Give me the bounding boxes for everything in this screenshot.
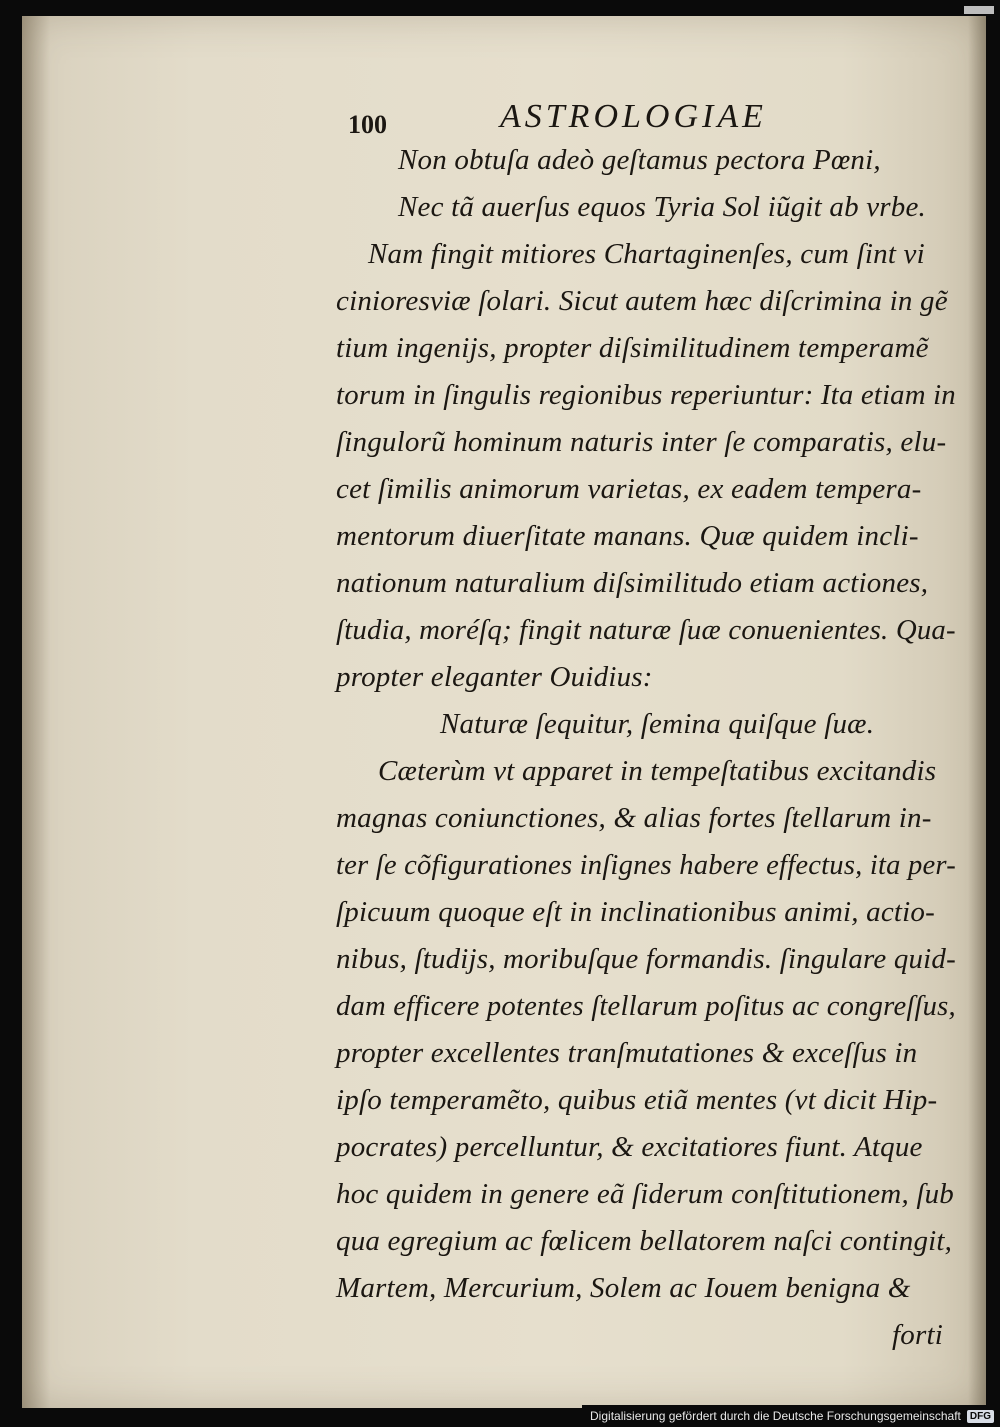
text-line: Cæterùm vt apparet in tempeſtatibus excitandis <box>378 755 937 787</box>
text-line: nationum naturalium diſsimilitudo etiam actiones, <box>336 567 929 599</box>
text-line: ipſo temperamẽto, quibus etiã mentes (vt dicit Hip- <box>336 1084 938 1116</box>
text-line: Non obtuſa adeò geſtamus pectora Pœni, <box>398 144 881 176</box>
digitization-credit: Digitalisierung gefördert durch die Deutsche Forschungsgemeinschaft <box>590 1409 961 1423</box>
text-line: cet ſimilis animorum varietas, ex eadem tempera- <box>336 473 922 505</box>
running-head: ASTROLOGIAE <box>500 98 767 135</box>
text-line: nibus, ſtudijs, moribuſque formandis. ſingulare quid- <box>336 943 956 975</box>
text-line: ſpicuum quoque eſt in inclinationibus animi, actio- <box>336 896 935 928</box>
text-line: propter excellentes tranſmutationes & exceſſus in <box>336 1037 918 1069</box>
page-number: 100 <box>348 110 387 139</box>
catchword: forti <box>892 1319 943 1351</box>
text-line: cinioresviæ ſolari. Sicut autem hæc diſcrimina in gẽ <box>336 285 948 317</box>
text-line: Nec tã auerſus equos Tyria Sol iũgit ab vrbe. <box>398 191 926 223</box>
text-line: Martem, Mercurium, Solem ac Iouem benigna & <box>336 1272 911 1304</box>
text-line: qua egregium ac fœlicem bellatorem naſci contingit, <box>336 1225 953 1257</box>
book-page <box>22 16 986 1408</box>
verse-line: Naturæ ſequitur, ſemina quiſque ſuæ. <box>440 708 875 740</box>
text-line: ſtudia, moréſq; fingit naturæ ſuæ conuenientes. Qua- <box>336 614 956 646</box>
text-line: Nam fingit mitiores Chartaginenſes, cum ſint vi <box>368 238 925 270</box>
text-line: torum in ſingulis regionibus reperiuntur: Ita etiam in <box>336 379 956 411</box>
text-line: ſingulorũ hominum naturis inter ſe comparatis, elu- <box>336 426 947 458</box>
text-line: ter ſe cõfigurationes inſignes habere effectus, ita per- <box>336 849 956 881</box>
text-line: dam efficere potentes ſtellarum poſitus ac congreſſus, <box>336 990 956 1022</box>
text-line: pocrates) percelluntur, & excitatiores fiunt. Atque <box>336 1131 923 1163</box>
text-line: propter eleganter Ouidius: <box>336 661 653 693</box>
text-line: hoc quidem in genere eã ſiderum conſtitutionem, ſub <box>336 1178 954 1210</box>
digitization-credit-bar <box>582 1405 1000 1427</box>
text-line: magnas coniunctiones, & alias fortes ſtellarum in- <box>336 802 932 834</box>
text-line: tium ingenijs, propter diſsimilitudinem temperamẽ <box>336 332 929 364</box>
text-line: mentorum diuerſitate manans. Quæ quidem incli- <box>336 520 919 552</box>
scan-corner-mark <box>964 6 994 14</box>
dfg-logo: DFG <box>967 1410 994 1423</box>
